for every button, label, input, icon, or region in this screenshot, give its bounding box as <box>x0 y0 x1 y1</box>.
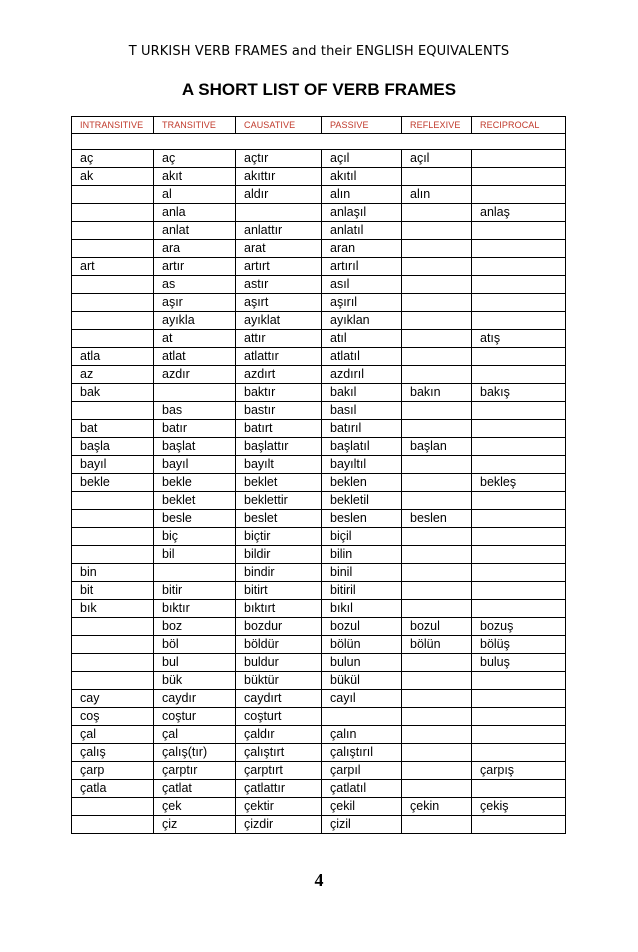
cell-causative: aldır <box>236 186 322 204</box>
cell-reciprocal <box>472 690 566 708</box>
cell-reciprocal <box>472 744 566 762</box>
cell-reciprocal <box>472 582 566 600</box>
cell-reflexive <box>402 744 472 762</box>
cell-intransitive <box>72 654 154 672</box>
cell-reflexive <box>402 690 472 708</box>
table-row <box>72 420 566 438</box>
table-body <box>72 134 566 834</box>
cell-passive: biçil <box>322 528 402 546</box>
cell-passive: anlatıl <box>322 222 402 240</box>
cell-passive: bayıltıl <box>322 456 402 474</box>
cell-reflexive: bozul <box>402 618 472 636</box>
cell-reciprocal <box>472 528 566 546</box>
table-row <box>72 150 566 168</box>
cell-causative: ayıklat <box>236 312 322 330</box>
cell-reflexive <box>402 348 472 366</box>
cell-reciprocal <box>472 258 566 276</box>
table-row <box>72 222 566 240</box>
cell-reciprocal <box>472 726 566 744</box>
cell-transitive: çalış(tır) <box>154 744 236 762</box>
cell-passive: başlatıl <box>322 438 402 456</box>
cell-reciprocal <box>472 402 566 420</box>
cell-intransitive: az <box>72 366 154 384</box>
cell-transitive: aç <box>154 150 236 168</box>
cell-transitive: ara <box>154 240 236 258</box>
cell-passive: azdırıl <box>322 366 402 384</box>
cell-reciprocal <box>472 222 566 240</box>
cell-intransitive <box>72 276 154 294</box>
cell-passive: aşırıl <box>322 294 402 312</box>
cell-causative: çizdir <box>236 816 322 834</box>
cell-intransitive: bayıl <box>72 456 154 474</box>
cell-causative: başlattır <box>236 438 322 456</box>
cell-passive: ayıklan <box>322 312 402 330</box>
cell-passive: bükül <box>322 672 402 690</box>
cell-causative: artırt <box>236 258 322 276</box>
table-row <box>72 582 566 600</box>
cell-reflexive <box>402 762 472 780</box>
cell-reciprocal <box>472 312 566 330</box>
cell-intransitive: aç <box>72 150 154 168</box>
cell-causative <box>236 204 322 222</box>
cell-intransitive <box>72 636 154 654</box>
cell-transitive: bük <box>154 672 236 690</box>
cell-passive: çalıştırıl <box>322 744 402 762</box>
cell-transitive <box>154 564 236 582</box>
cell-passive: atıl <box>322 330 402 348</box>
cell-reflexive: açıl <box>402 150 472 168</box>
cell-reciprocal: çarpış <box>472 762 566 780</box>
cell-causative: astır <box>236 276 322 294</box>
table-row <box>72 492 566 510</box>
cell-reciprocal <box>472 420 566 438</box>
cell-transitive: atlat <box>154 348 236 366</box>
cell-reflexive <box>402 474 472 492</box>
cell-causative: biçtir <box>236 528 322 546</box>
cell-causative: bastır <box>236 402 322 420</box>
cell-passive: bölün <box>322 636 402 654</box>
cell-transitive: bıktır <box>154 600 236 618</box>
table-row <box>72 528 566 546</box>
cell-causative: caydırt <box>236 690 322 708</box>
cell-intransitive: bat <box>72 420 154 438</box>
cell-causative: çatlattır <box>236 780 322 798</box>
cell-transitive: başlat <box>154 438 236 456</box>
cell-passive: beklen <box>322 474 402 492</box>
cell-reflexive <box>402 492 472 510</box>
cell-intransitive: atla <box>72 348 154 366</box>
cell-causative: coşturt <box>236 708 322 726</box>
cell-transitive: bayıl <box>154 456 236 474</box>
cell-reciprocal: bozuş <box>472 618 566 636</box>
cell-causative: bitirt <box>236 582 322 600</box>
cell-transitive: anlat <box>154 222 236 240</box>
column-header-reflexive: REFLEXIVE <box>402 117 472 134</box>
cell-reciprocal <box>472 438 566 456</box>
cell-transitive: artır <box>154 258 236 276</box>
table-row <box>72 510 566 528</box>
table-row <box>72 240 566 258</box>
cell-passive: atlatıl <box>322 348 402 366</box>
cell-reflexive: başlan <box>402 438 472 456</box>
cell-passive: bozul <box>322 618 402 636</box>
cell-passive: artırıl <box>322 258 402 276</box>
cell-reflexive <box>402 240 472 258</box>
column-header-causative: CAUSATIVE <box>236 117 322 134</box>
cell-reflexive <box>402 420 472 438</box>
cell-intransitive <box>72 186 154 204</box>
cell-reciprocal <box>472 186 566 204</box>
cell-passive: çalın <box>322 726 402 744</box>
cell-causative: beslet <box>236 510 322 528</box>
table-row <box>72 186 566 204</box>
cell-transitive: beklet <box>154 492 236 510</box>
cell-causative: çarptırt <box>236 762 322 780</box>
cell-reflexive <box>402 726 472 744</box>
cell-intransitive: coş <box>72 708 154 726</box>
cell-reciprocal: bakış <box>472 384 566 402</box>
column-header-transitive: TRANSITIVE <box>154 117 236 134</box>
cell-intransitive: çal <box>72 726 154 744</box>
cell-passive: bilin <box>322 546 402 564</box>
cell-passive: çatlatıl <box>322 780 402 798</box>
cell-reciprocal: bekleş <box>472 474 566 492</box>
cell-transitive: batır <box>154 420 236 438</box>
cell-reciprocal <box>472 600 566 618</box>
cell-passive: batırıl <box>322 420 402 438</box>
table-row <box>72 744 566 762</box>
cell-reflexive <box>402 222 472 240</box>
cell-reflexive <box>402 816 472 834</box>
cell-causative: batırt <box>236 420 322 438</box>
table-row <box>72 762 566 780</box>
cell-passive: çekil <box>322 798 402 816</box>
cell-transitive: as <box>154 276 236 294</box>
cell-transitive: bas <box>154 402 236 420</box>
cell-causative: beklettir <box>236 492 322 510</box>
cell-reciprocal <box>472 366 566 384</box>
cell-intransitive <box>72 798 154 816</box>
cell-intransitive: bit <box>72 582 154 600</box>
cell-causative: aşırt <box>236 294 322 312</box>
cell-passive: binil <box>322 564 402 582</box>
cell-reflexive <box>402 600 472 618</box>
cell-reflexive: beslen <box>402 510 472 528</box>
cell-intransitive: başla <box>72 438 154 456</box>
cell-transitive: aşır <box>154 294 236 312</box>
cell-reciprocal <box>472 546 566 564</box>
cell-reciprocal: atış <box>472 330 566 348</box>
cell-passive: bıkıl <box>322 600 402 618</box>
table-row <box>72 636 566 654</box>
cell-reflexive <box>402 276 472 294</box>
cell-transitive: besle <box>154 510 236 528</box>
cell-causative: atlattır <box>236 348 322 366</box>
cell-reciprocal <box>472 294 566 312</box>
cell-passive: bakıl <box>322 384 402 402</box>
spacer-cell <box>72 134 566 150</box>
cell-transitive: çal <box>154 726 236 744</box>
cell-causative: çektir <box>236 798 322 816</box>
cell-reflexive <box>402 672 472 690</box>
cell-causative: buldur <box>236 654 322 672</box>
cell-reciprocal <box>472 672 566 690</box>
cell-reciprocal <box>472 276 566 294</box>
cell-passive: bulun <box>322 654 402 672</box>
cell-transitive: akıt <box>154 168 236 186</box>
cell-reflexive: çekin <box>402 798 472 816</box>
cell-reflexive <box>402 456 472 474</box>
table-row <box>72 546 566 564</box>
cell-reciprocal <box>472 510 566 528</box>
cell-intransitive: bin <box>72 564 154 582</box>
cell-reflexive <box>402 204 472 222</box>
cell-reflexive <box>402 654 472 672</box>
cell-causative: bıktırt <box>236 600 322 618</box>
table-row <box>72 168 566 186</box>
cell-reciprocal: anlaş <box>472 204 566 222</box>
cell-causative: bildir <box>236 546 322 564</box>
cell-intransitive <box>72 294 154 312</box>
cell-causative: anlattır <box>236 222 322 240</box>
column-header-passive: PASSIVE <box>322 117 402 134</box>
table-row <box>72 294 566 312</box>
table-row <box>72 654 566 672</box>
cell-causative: arat <box>236 240 322 258</box>
cell-causative: böldür <box>236 636 322 654</box>
cell-causative: beklet <box>236 474 322 492</box>
cell-reflexive <box>402 708 472 726</box>
cell-intransitive <box>72 816 154 834</box>
page-title: A SHORT LIST OF VERB FRAMES <box>181 80 457 99</box>
cell-passive: anlaşıl <box>322 204 402 222</box>
cell-causative: attır <box>236 330 322 348</box>
cell-transitive: boz <box>154 618 236 636</box>
table-row <box>72 258 566 276</box>
cell-reflexive <box>402 366 472 384</box>
cell-reflexive <box>402 330 472 348</box>
cell-passive: asıl <box>322 276 402 294</box>
cell-reciprocal <box>472 456 566 474</box>
cell-intransitive: çarp <box>72 762 154 780</box>
cell-passive: beslen <box>322 510 402 528</box>
cell-causative: çalıştırt <box>236 744 322 762</box>
cell-transitive: azdır <box>154 366 236 384</box>
cell-causative: açtır <box>236 150 322 168</box>
verb-frames-table <box>71 116 566 834</box>
cell-intransitive <box>72 240 154 258</box>
cell-causative: bayılt <box>236 456 322 474</box>
header-row <box>72 117 566 134</box>
cell-reciprocal: çekiş <box>472 798 566 816</box>
cell-reciprocal: buluş <box>472 654 566 672</box>
cell-intransitive <box>72 510 154 528</box>
cell-transitive: bekle <box>154 474 236 492</box>
cell-reciprocal <box>472 240 566 258</box>
cell-intransitive: bekle <box>72 474 154 492</box>
cell-intransitive <box>72 312 154 330</box>
cell-reflexive <box>402 564 472 582</box>
cell-intransitive: bık <box>72 600 154 618</box>
cell-passive: basıl <box>322 402 402 420</box>
cell-reciprocal <box>472 564 566 582</box>
cell-transitive: bil <box>154 546 236 564</box>
cell-reciprocal <box>472 780 566 798</box>
cell-intransitive: çatla <box>72 780 154 798</box>
cell-intransitive <box>72 330 154 348</box>
cell-causative: akıttır <box>236 168 322 186</box>
cell-intransitive: çalış <box>72 744 154 762</box>
table-row <box>72 312 566 330</box>
cell-passive: alın <box>322 186 402 204</box>
table-row <box>72 618 566 636</box>
cell-reciprocal <box>472 348 566 366</box>
cell-reflexive <box>402 780 472 798</box>
cell-reflexive <box>402 528 472 546</box>
cell-intransitive: cay <box>72 690 154 708</box>
cell-intransitive: bak <box>72 384 154 402</box>
table-row <box>72 402 566 420</box>
cell-passive <box>322 708 402 726</box>
cell-transitive: çatlat <box>154 780 236 798</box>
cell-intransitive: ak <box>72 168 154 186</box>
cell-reflexive <box>402 312 472 330</box>
cell-transitive: ayıkla <box>154 312 236 330</box>
cell-reciprocal <box>472 168 566 186</box>
cell-transitive: bul <box>154 654 236 672</box>
running-head: T URKISH VERB FRAMES and their ENGLISH EQUIVALENTS <box>128 44 510 59</box>
cell-passive: çizil <box>322 816 402 834</box>
cell-passive: bitiril <box>322 582 402 600</box>
cell-reciprocal <box>472 150 566 168</box>
table-row <box>72 816 566 834</box>
cell-transitive: anla <box>154 204 236 222</box>
cell-reciprocal <box>472 492 566 510</box>
cell-transitive: çek <box>154 798 236 816</box>
table-row <box>72 348 566 366</box>
cell-reflexive <box>402 582 472 600</box>
table-row <box>72 438 566 456</box>
cell-transitive: biç <box>154 528 236 546</box>
cell-transitive: at <box>154 330 236 348</box>
cell-reflexive <box>402 294 472 312</box>
cell-intransitive <box>72 528 154 546</box>
cell-reflexive: bakın <box>402 384 472 402</box>
table-row <box>72 366 566 384</box>
cell-reflexive <box>402 168 472 186</box>
cell-reciprocal <box>472 816 566 834</box>
cell-causative: baktır <box>236 384 322 402</box>
cell-reflexive: bölün <box>402 636 472 654</box>
table-row <box>72 276 566 294</box>
table-row <box>72 330 566 348</box>
cell-causative: bozdur <box>236 618 322 636</box>
table-row <box>72 600 566 618</box>
cell-intransitive <box>72 222 154 240</box>
spacer-row <box>72 134 566 150</box>
cell-passive: çarpıl <box>322 762 402 780</box>
cell-transitive <box>154 384 236 402</box>
cell-intransitive <box>72 672 154 690</box>
table-row <box>72 798 566 816</box>
cell-transitive: çiz <box>154 816 236 834</box>
table-row <box>72 564 566 582</box>
cell-reciprocal <box>472 708 566 726</box>
cell-intransitive <box>72 492 154 510</box>
cell-passive: aran <box>322 240 402 258</box>
cell-intransitive: art <box>72 258 154 276</box>
cell-transitive: çarptır <box>154 762 236 780</box>
cell-reflexive <box>402 546 472 564</box>
cell-reflexive <box>402 402 472 420</box>
cell-passive: bekletil <box>322 492 402 510</box>
table-row <box>72 456 566 474</box>
table-row <box>72 708 566 726</box>
cell-intransitive <box>72 618 154 636</box>
cell-reflexive: alın <box>402 186 472 204</box>
cell-causative: büktür <box>236 672 322 690</box>
cell-transitive: böl <box>154 636 236 654</box>
cell-causative: azdırt <box>236 366 322 384</box>
table-row <box>72 384 566 402</box>
cell-transitive: bitir <box>154 582 236 600</box>
column-header-reciprocal: RECIPROCAL <box>472 117 566 134</box>
cell-intransitive <box>72 546 154 564</box>
cell-causative: bindir <box>236 564 322 582</box>
cell-passive: cayıl <box>322 690 402 708</box>
cell-intransitive <box>72 204 154 222</box>
table-row <box>72 690 566 708</box>
cell-transitive: al <box>154 186 236 204</box>
cell-transitive: coştur <box>154 708 236 726</box>
cell-passive: akıtıl <box>322 168 402 186</box>
cell-reflexive <box>402 258 472 276</box>
table-row <box>72 672 566 690</box>
cell-transitive: caydır <box>154 690 236 708</box>
table-row <box>72 726 566 744</box>
page-number: 4 <box>314 870 324 890</box>
cell-causative: çaldır <box>236 726 322 744</box>
table-row <box>72 780 566 798</box>
column-header-intransitive: INTRANSITIVE <box>72 117 154 134</box>
cell-intransitive <box>72 402 154 420</box>
cell-reciprocal: bölüş <box>472 636 566 654</box>
cell-passive: açıl <box>322 150 402 168</box>
table-row <box>72 474 566 492</box>
table-row <box>72 204 566 222</box>
